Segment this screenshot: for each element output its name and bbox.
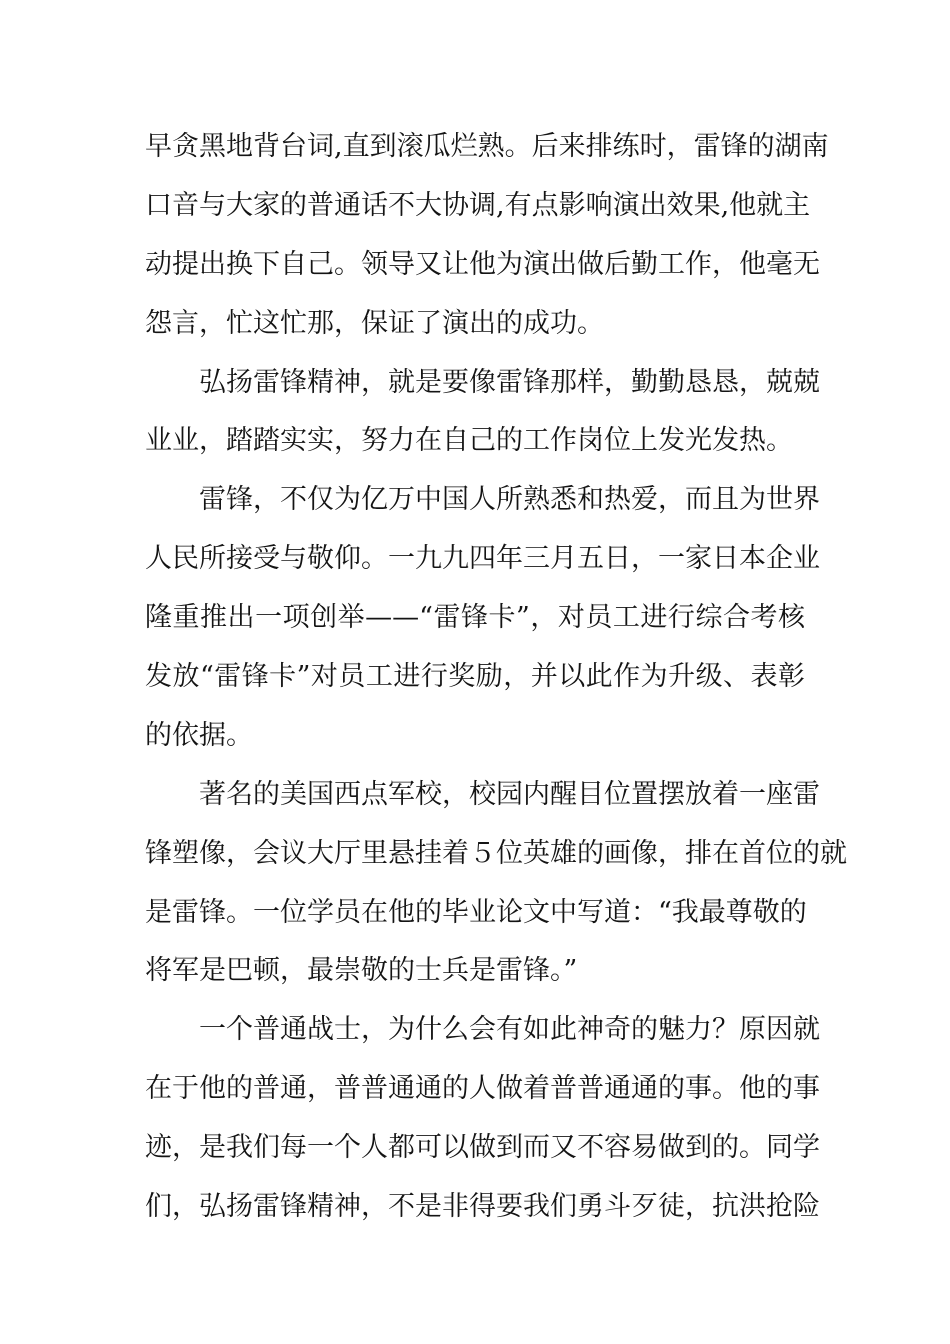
text-line: 口音与大家的普通话不大协调,有点影响演出效果,他就主 — [145, 189, 811, 221]
text-line: 雷锋，不仅为亿万中国人所熟悉和热爱，而且为世界 — [199, 484, 820, 516]
text-line: 的依据。 — [145, 719, 253, 751]
text-line: 怨言，忙这忙那，保证了演出的成功。 — [145, 307, 604, 339]
text-line: 发放“雷锋卡”对员工进行奖励，并以此作为升级、表彰 — [145, 661, 805, 693]
text-line: 迹，是我们每一个人都可以做到而又不容易做到的。同学 — [145, 1132, 820, 1164]
text-line: 锋塑像，会议大厅里悬挂着５位英雄的画像，排在首位的就 — [145, 837, 847, 869]
text-line: 在于他的普通，普普通通的人做着普普通通的事。他的事 — [145, 1073, 820, 1105]
text-line: 业业，踏踏实实，努力在自己的工作岗位上发光发热。 — [145, 425, 793, 457]
text-line: 早贪黑地背台词,直到滚瓜烂熟。后来排练时，雷锋的湖南 — [145, 131, 829, 162]
text-line: 将军是巴顿，最崇敬的士兵是雷锋。” — [145, 955, 578, 987]
text-line: 一个普通战士，为什么会有如此神奇的魅力？原因就 — [199, 1014, 820, 1046]
text-line: 人民所接受与敬仰。一九九四年三月五日，一家日本企业 — [145, 543, 820, 575]
body-text — [145, 118, 847, 1237]
text-line: 著名的美国西点军校，校园内醒目位置摆放着一座雷 — [199, 778, 820, 810]
text-line: 弘扬雷锋精神，就是要像雷锋那样，勤勤恳恳，兢兢 — [199, 366, 820, 398]
text-line: 们，弘扬雷锋精神，不是非得要我们勇斗歹徒，抗洪抢险 — [145, 1191, 820, 1223]
text-line: 隆重推出一项创举——“雷锋卡”，对员工进行综合考核 — [145, 602, 805, 634]
text-line: 动提出换下自己。领导又让他为演出做后勤工作，他毫无 — [145, 248, 820, 280]
text-line: 是雷锋。一位学员在他的毕业论文中写道：“我最尊敬的 — [145, 896, 807, 928]
